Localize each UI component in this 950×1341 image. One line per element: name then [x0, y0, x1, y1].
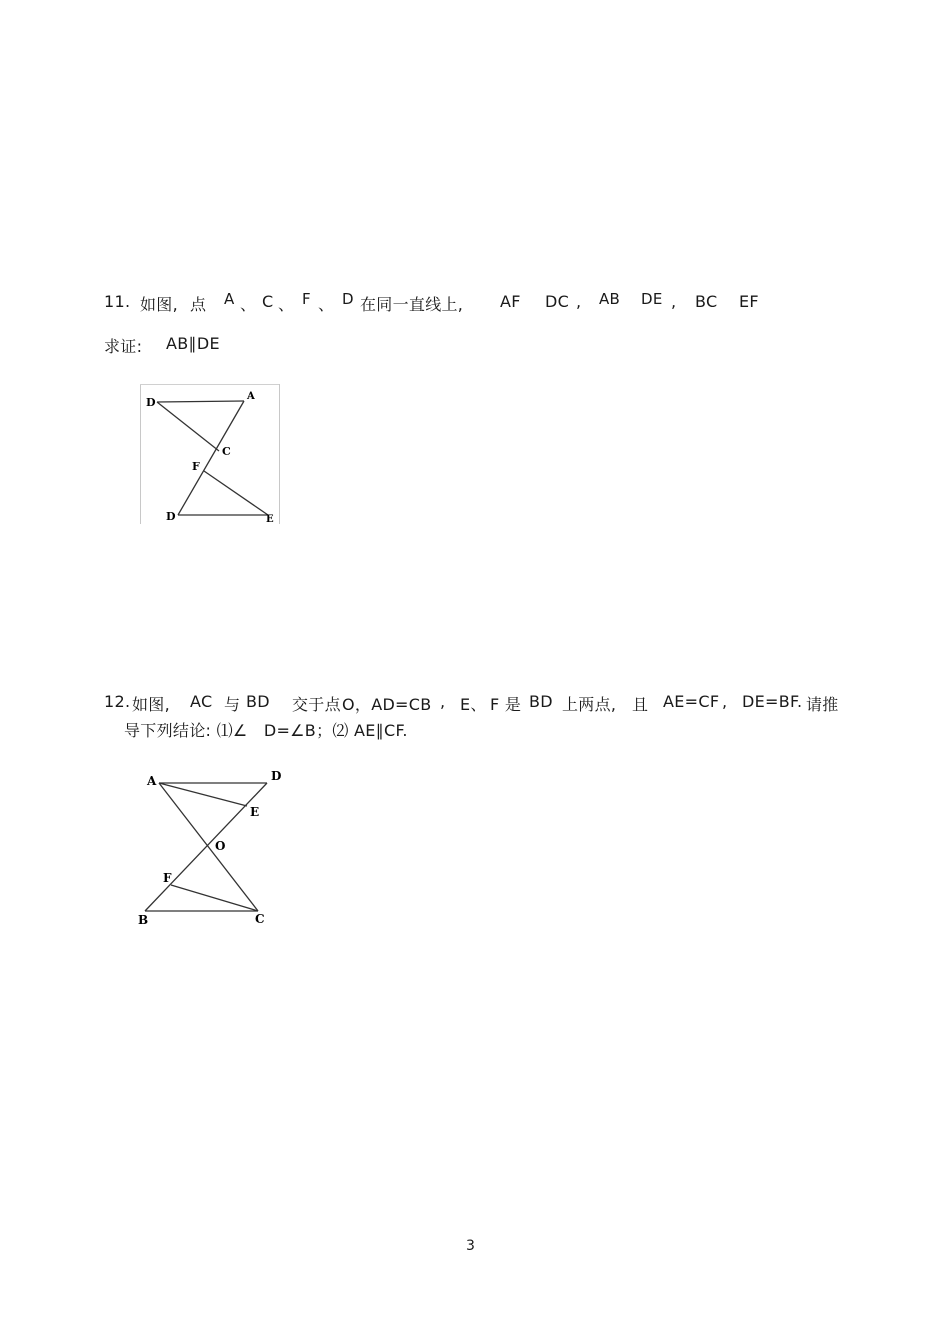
problem-11-number: 11. [104, 292, 131, 311]
page-number: 3 [466, 1238, 475, 1254]
segment-label: BD [246, 692, 270, 711]
problem-12-number: 12. [104, 692, 131, 711]
figure-12-diagram [135, 766, 295, 932]
figure-11-diagram [140, 384, 282, 526]
text-segment: 、 [278, 295, 295, 314]
segment-AD [178, 401, 244, 515]
point-label: F [302, 290, 311, 308]
text-segment: 点 [190, 295, 207, 314]
point-label: D [342, 290, 354, 308]
label-F: F [163, 871, 172, 885]
prove-statement: AB∥DE [166, 334, 220, 353]
problem-11-figure [140, 384, 282, 526]
text-segment: , [440, 692, 446, 711]
label-A: A [247, 391, 255, 402]
segment-label: AF [500, 292, 521, 311]
segment-label: AB [599, 290, 621, 308]
label-D: D [271, 769, 282, 783]
text-segment: 与 [224, 695, 241, 714]
text-segment: 交于点 [292, 695, 341, 714]
problem-12-figure [135, 766, 295, 932]
text-segment: , [671, 292, 677, 311]
text-segment: 、 [240, 295, 257, 314]
text-segment: 如图, [132, 695, 170, 714]
problem-12-conclusions [124, 718, 408, 741]
text-segment: DE=BF. [742, 692, 803, 711]
label-E: E [266, 514, 274, 525]
label-O: O [215, 839, 226, 853]
segment-label: DE [641, 290, 663, 308]
label-E: E [250, 805, 260, 819]
segment-label: EF [739, 292, 759, 311]
text-segment: 在同一直线上, [360, 295, 464, 314]
text-segment: O，AD=CB [342, 695, 432, 714]
segment-AC [159, 783, 258, 911]
problem-11-statement [0, 292, 950, 314]
problem-11-prove [0, 334, 950, 356]
label-D-top: D [146, 396, 156, 409]
segment-label: BC [695, 292, 718, 311]
text-segment: 、 [318, 295, 335, 314]
prove-label: 求证: [104, 337, 143, 356]
point-label: C [262, 292, 274, 311]
text-segment: , [576, 292, 582, 311]
text-segment: 请推 [806, 695, 839, 714]
segment-FC [171, 885, 258, 911]
label-D-bottom: D [166, 510, 176, 523]
label-F: F [192, 460, 200, 473]
text-segment: F 是 [490, 695, 522, 714]
segment-label: BD [529, 692, 553, 711]
text-segment: E、 [460, 695, 487, 714]
text-segment: AE=CF [663, 692, 720, 711]
label-C: C [255, 912, 265, 926]
segment-AE [159, 783, 247, 806]
label-C: C [222, 445, 231, 458]
segment-DA [157, 401, 244, 402]
problem-12-statement [0, 692, 950, 714]
text-segment: 上两点, [562, 695, 617, 714]
text-segment: 如图, [140, 295, 178, 314]
segment-FE [204, 471, 268, 515]
segment-DC [157, 402, 219, 451]
segment-label: AC [190, 692, 213, 711]
text-segment: , [722, 692, 728, 711]
segment-label: DC [545, 292, 570, 311]
text-segment: 且 [632, 695, 649, 714]
label-A: A [147, 774, 157, 788]
point-label: A [224, 290, 235, 308]
label-B: B [138, 913, 149, 927]
segment-DB [145, 783, 267, 911]
conclusions-text: 导下列结论: ⑴∠ D=∠B；⑵ AE∥CF. [124, 721, 408, 740]
